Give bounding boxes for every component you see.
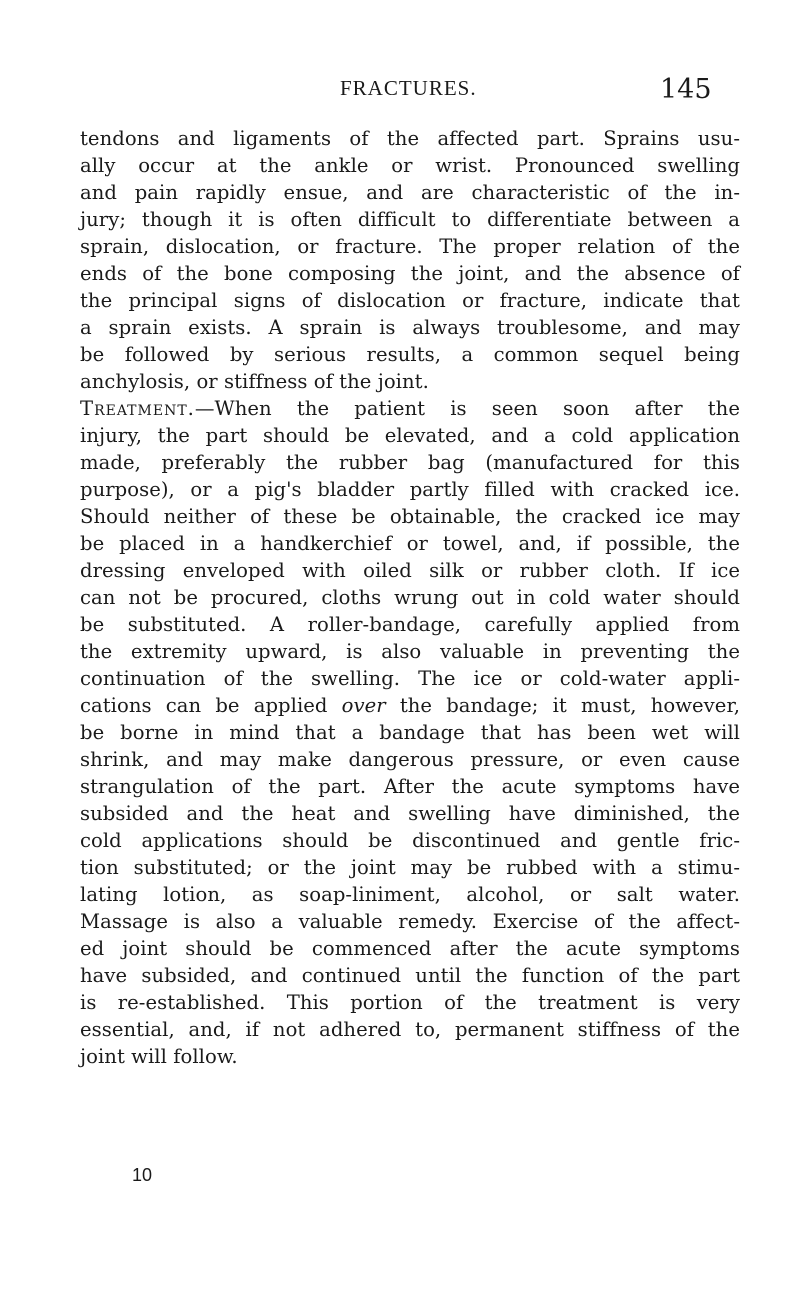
text-line: ends of the bone composing the joint, and the absence of bbox=[80, 262, 740, 285]
text-line: can not be procured, cloths wrung out in cold water should bbox=[80, 586, 740, 609]
text-line: is re-established. This portion of the treatment is very bbox=[80, 991, 740, 1014]
text-line: cold applications should be discontinued and gentle fric- bbox=[80, 829, 740, 852]
text-line: Should neither of these be obtainable, the cracked ice may bbox=[80, 505, 740, 528]
page-number: 145 bbox=[660, 74, 712, 105]
text-line: essential, and, if not adhered to, permanent stiffness of the bbox=[80, 1018, 740, 1041]
text-line: dressing enveloped with oiled silk or rubber cloth. If ice bbox=[80, 559, 740, 582]
text-line: be followed by serious results, a common sequel being bbox=[80, 343, 740, 366]
text-line: be borne in mind that a bandage that has been wet will bbox=[80, 721, 740, 744]
text-line: purpose), or a pig's bladder partly filled with cracked ice. bbox=[80, 478, 740, 501]
treatment-line bbox=[80, 395, 740, 422]
text-line: continuation of the swelling. The ice or cold-water appli- bbox=[80, 667, 740, 690]
em-dash: — bbox=[194, 397, 215, 420]
text-line: injury, the part should be elevated, and a cold application bbox=[80, 424, 740, 447]
signature-mark: 10 bbox=[132, 1165, 153, 1185]
text-line: and pain rapidly ensue, and are characteristic of the in- bbox=[80, 181, 740, 204]
text-line: made, preferably the rubber bag (manufactured for this bbox=[80, 451, 740, 474]
text-line: a sprain exists. A sprain is always troublesome, and may bbox=[80, 316, 740, 339]
text-line: ed joint should be commenced after the acute symptoms bbox=[80, 937, 740, 960]
text-line: Massage is also a valuable remedy. Exercise of the affect- bbox=[80, 910, 740, 933]
text-line: have subsided, and continued until the function of the part bbox=[80, 964, 740, 987]
text-line: joint will follow. bbox=[80, 1045, 238, 1068]
body-text bbox=[80, 125, 740, 1070]
text-line: tendons and ligaments of the affected part. Sprains usu- bbox=[80, 127, 740, 150]
text-line: jury; though it is often difficult to differentiate between a bbox=[80, 208, 740, 231]
text-line: the principal signs of dislocation or fracture, indicate that bbox=[80, 289, 740, 312]
text-line: sprain, dislocation, or fracture. The proper relation of the bbox=[80, 235, 740, 258]
text-line: subsided and the heat and swelling have diminished, the bbox=[80, 802, 740, 825]
over-line-before: cations can be applied bbox=[80, 694, 342, 717]
text-line: be placed in a handkerchief or towel, and, if possible, the bbox=[80, 532, 740, 555]
text-line: strangulation of the part. After the acute symptoms have bbox=[80, 775, 740, 798]
over-line bbox=[80, 692, 740, 719]
treatment-line-rest: When the patient is seen soon after the bbox=[214, 397, 740, 420]
text-line: be substituted. A roller-bandage, carefully applied from bbox=[80, 613, 740, 636]
treatment-heading: Treatment. bbox=[80, 397, 195, 420]
italic-over: over bbox=[341, 694, 386, 717]
running-title: FRACTURES. bbox=[340, 76, 477, 100]
text-line: the extremity upward, is also valuable in preventing the bbox=[80, 640, 740, 663]
text-line: anchylosis, or stiffness of the joint. bbox=[80, 370, 429, 393]
text-line: tion substituted; or the joint may be rubbed with a stimu- bbox=[80, 856, 740, 879]
text-line: ally occur at the ankle or wrist. Pronounced swelling bbox=[80, 154, 740, 177]
text-line: shrink, and may make dangerous pressure, or even cause bbox=[80, 748, 740, 771]
over-line-after: the bandage; it must, however, bbox=[385, 694, 740, 717]
text-line: lating lotion, as soap-liniment, alcohol, or salt water. bbox=[80, 883, 740, 906]
